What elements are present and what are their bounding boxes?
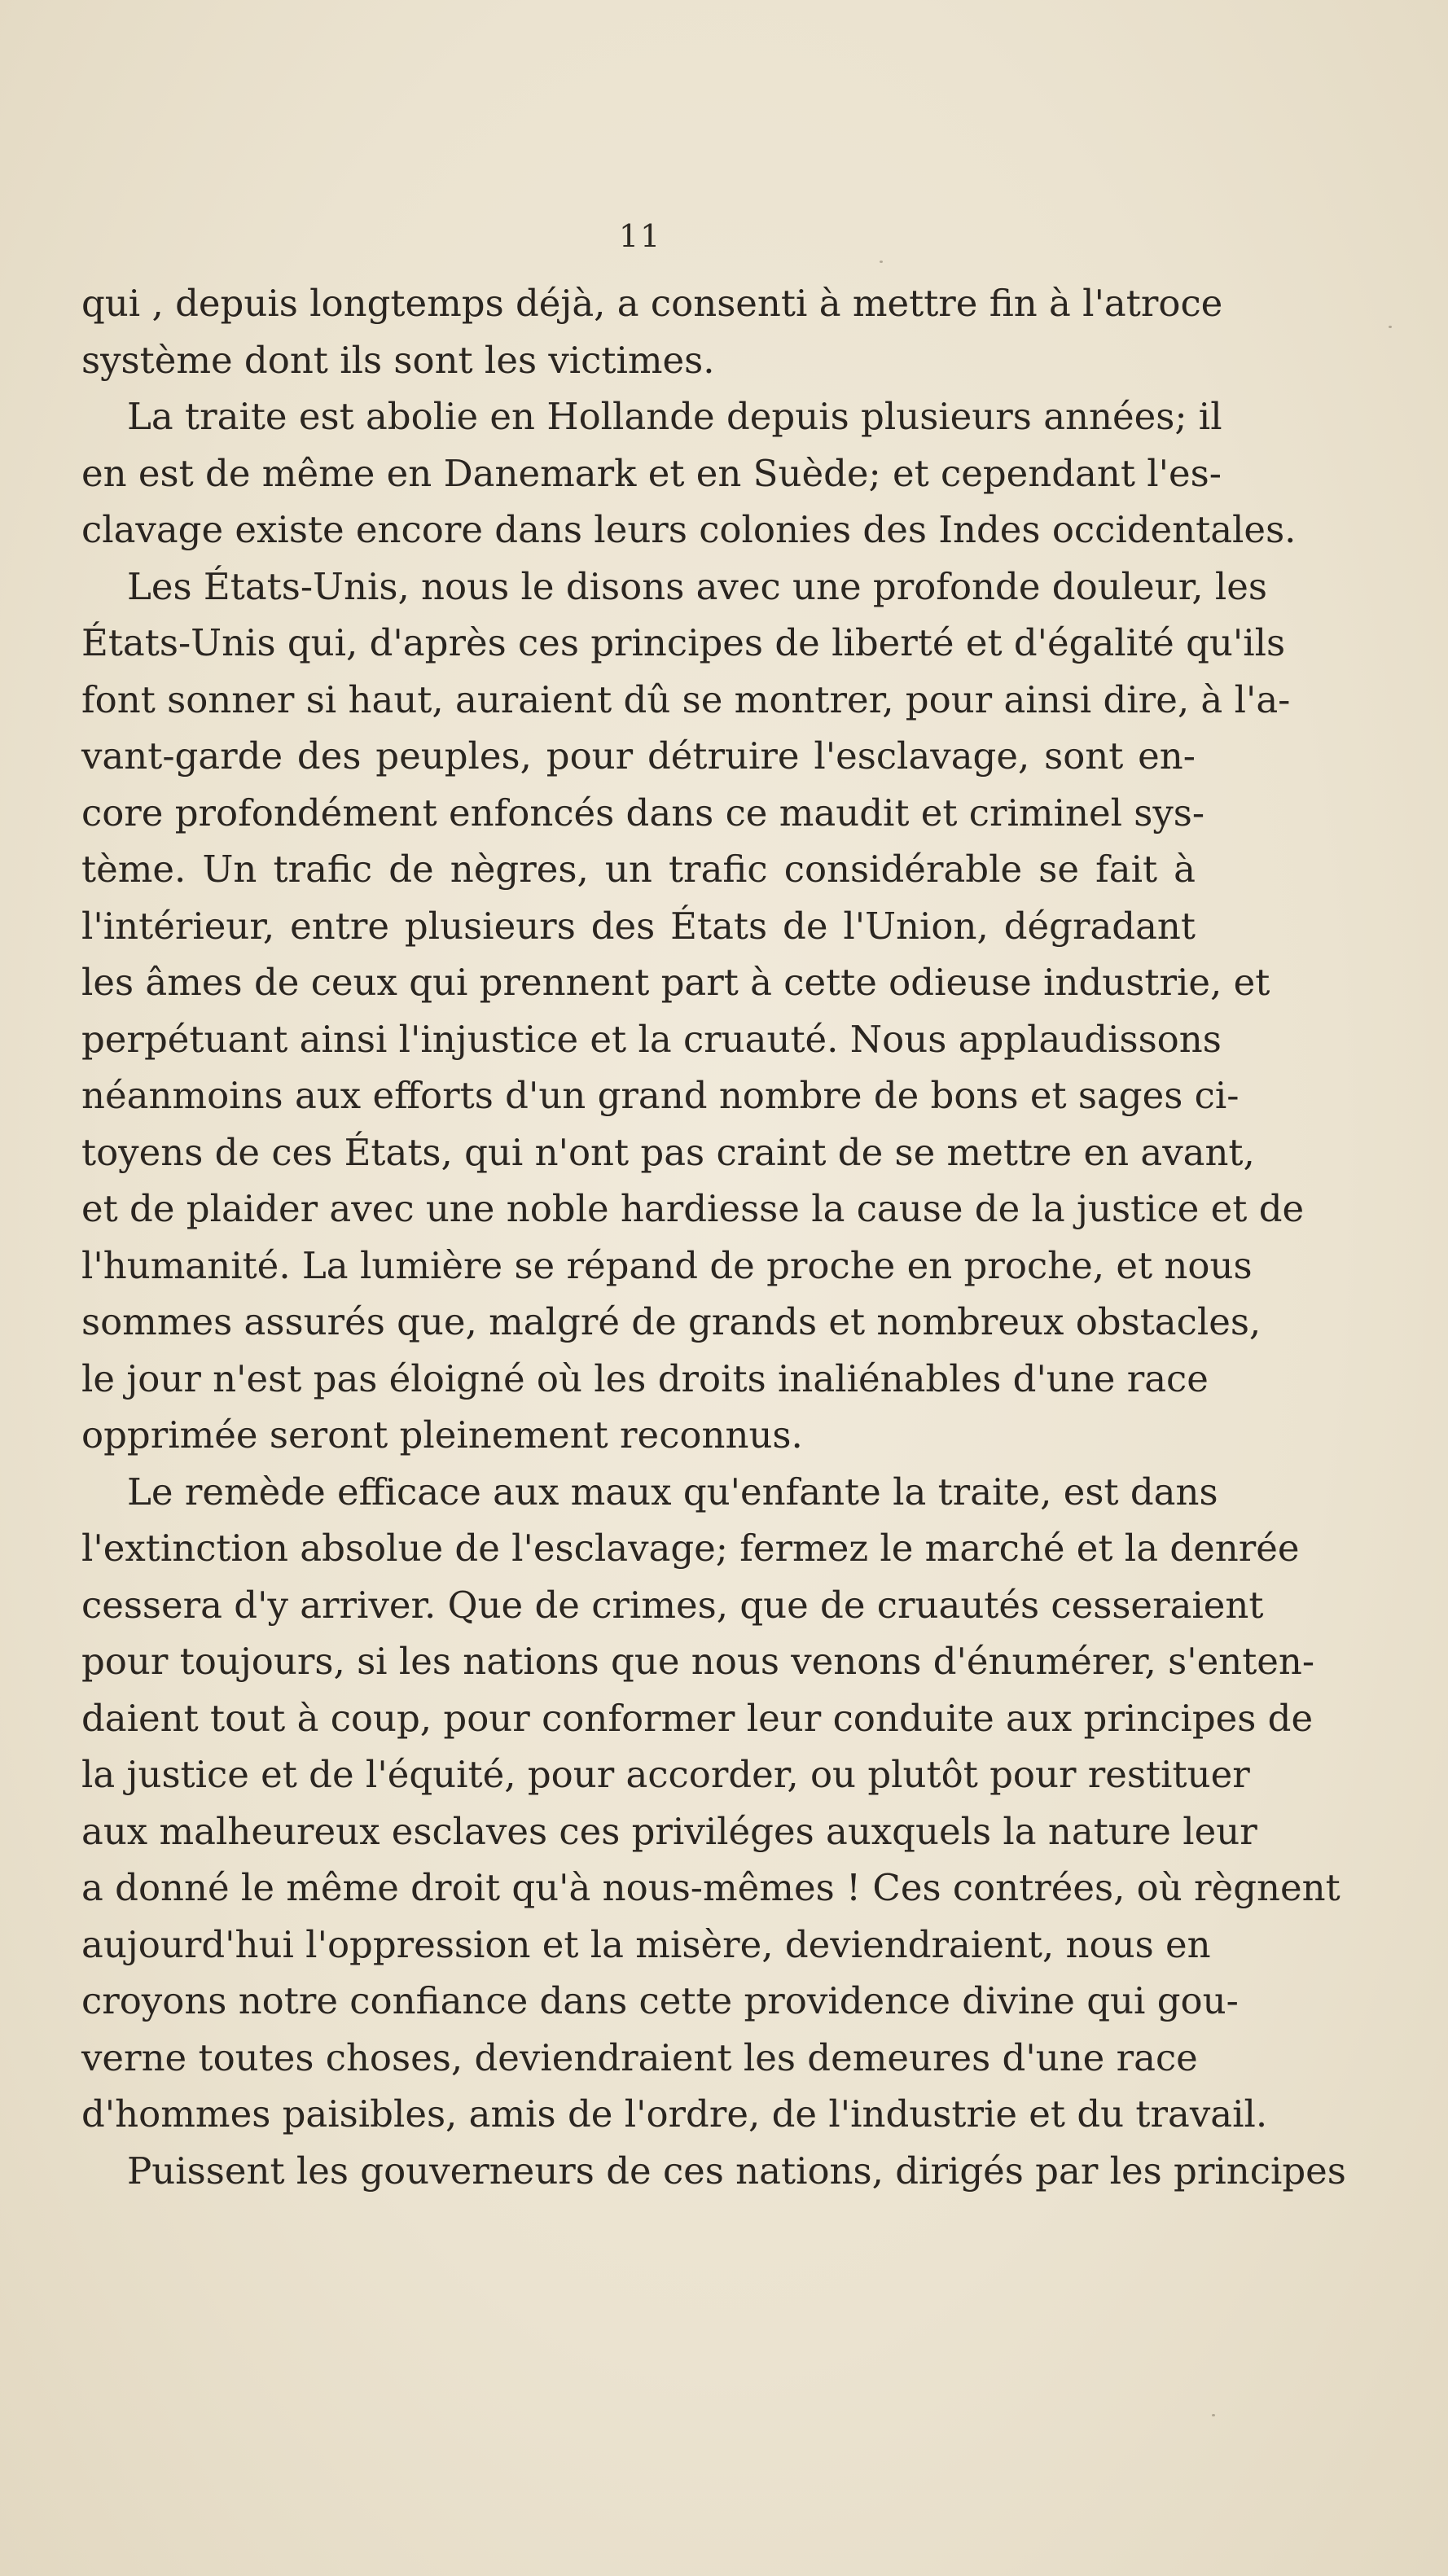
text-line: core profondément enfoncés dans ce maudit et criminel sys- bbox=[81, 791, 1205, 835]
text-line: qui , depuis longtemps déjà, a consenti à mettre fin à l'atroce bbox=[81, 282, 1223, 325]
text-line: aux malheureux esclaves ces priviléges auxquels la nature leur bbox=[81, 1809, 1257, 1853]
text-line: Les États-Unis, nous le disons avec une profonde douleur, les bbox=[127, 564, 1267, 608]
text-line: pour toujours, si les nations que nous venons d'énumérer, s'enten- bbox=[81, 1640, 1315, 1683]
text-line: l'extinction absolue de l'esclavage; fermez le marché et la denrée bbox=[81, 1527, 1300, 1570]
text-line: le jour n'est pas éloigné où les droits inaliénables d'une race bbox=[81, 1356, 1209, 1400]
body-text bbox=[81, 275, 1346, 2199]
text-line: sommes assurés que, malgré de grands et nombreux obstacles, bbox=[81, 1300, 1262, 1343]
text-line: font sonner si haut, auraient dû se montrer, pour ainsi dire, à l'a- bbox=[81, 677, 1291, 721]
text-line: perpétuant ainsi l'injustice et la cruauté. Nous applaudissons bbox=[81, 1017, 1222, 1061]
text-line: système dont ils sont les victimes. bbox=[81, 338, 715, 382]
text-line: clavage existe encore dans leurs colonies des Indes occidentales. bbox=[81, 508, 1297, 551]
text-line: les âmes de ceux qui prennent part à cette odieuse industrie, et bbox=[81, 961, 1270, 1004]
paper-speck bbox=[1389, 326, 1392, 328]
text-line: néanmoins aux efforts d'un grand nombre de bons et sages ci- bbox=[81, 1074, 1240, 1117]
text-line: l'intérieur, entre plusieurs des États de l'Union, dégradant bbox=[81, 904, 1196, 948]
text-line: États-Unis qui, d'après ces principes de liberté et d'égalité qu'ils bbox=[81, 621, 1286, 664]
text-line: et de plaider avec une noble hardiesse la cause de la justice et de bbox=[81, 1187, 1305, 1230]
text-line: a donné le même droit qu'à nous-mêmes ! Ces contrées, où règnent bbox=[81, 1866, 1340, 1909]
text-line: La traite est abolie en Hollande depuis plusieurs années; il bbox=[127, 395, 1222, 438]
text-line: cessera d'y arriver. Que de crimes, que de cruautés cesseraient bbox=[81, 1583, 1264, 1627]
text-line: Le remède efficace aux maux qu'enfante la traite, est dans bbox=[127, 1470, 1218, 1514]
text-line: verne toutes choses, deviendraient les demeures d'une race bbox=[81, 2035, 1198, 2079]
text-line: Puissent les gouverneurs de ces nations, dirigés par les principes bbox=[127, 2149, 1346, 2193]
text-line: d'hommes paisibles, amis de l'ordre, de l'industrie et du travail. bbox=[81, 2092, 1268, 2136]
paper-speck bbox=[880, 261, 883, 263]
text-line: daient tout à coup, pour conformer leur conduite aux principes de bbox=[81, 1696, 1314, 1740]
text-line: vant-garde des peuples, pour détruire l'esclavage, sont en- bbox=[81, 734, 1196, 778]
text-line: l'humanité. La lumière se répand de proche en proche, et nous bbox=[81, 1243, 1253, 1287]
text-line: la justice et de l'équité, pour accorder, ou plutôt pour restituer bbox=[81, 1753, 1250, 1796]
text-line: croyons notre confiance dans cette providence divine qui gou- bbox=[81, 1979, 1239, 2022]
text-line: toyens de ces États, qui n'ont pas craint de se mettre en avant, bbox=[81, 1130, 1255, 1174]
text-line: opprimée seront pleinement reconnus. bbox=[81, 1413, 803, 1457]
paper-speck bbox=[1212, 2414, 1215, 2416]
text-line: tème. Un trafic de nègres, un trafic considérable se fait à bbox=[81, 848, 1196, 891]
page-number: 11 bbox=[619, 218, 662, 254]
text-line: en est de même en Danemark et en Suède; et cependant l'es- bbox=[81, 451, 1222, 495]
text-line: aujourd'hui l'oppression et la misère, deviendraient, nous en bbox=[81, 1922, 1211, 1966]
